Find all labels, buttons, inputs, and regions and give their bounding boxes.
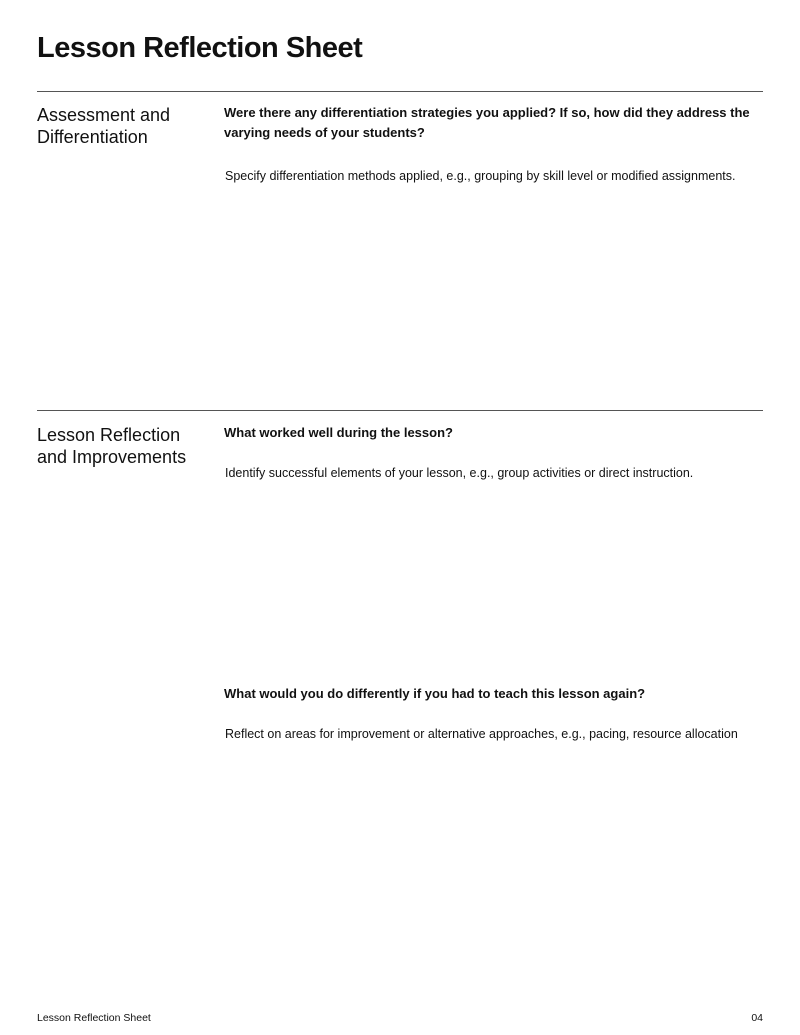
answer-hint-what-worked-well: Identify successful elements of your lesson, e.g., group activities or direct instruction. bbox=[225, 466, 694, 480]
page-title: Lesson Reflection Sheet bbox=[37, 32, 363, 64]
answer-hint-differentiation: Specify differentiation methods applied, e.g., grouping by skill level or modified assignments. bbox=[225, 169, 736, 183]
footer-page-number: 04 bbox=[751, 1012, 763, 1024]
question-differentiation-strategies: Were there any differentiation strategies you applied? If so, how did they address the varying needs of your students? bbox=[224, 105, 750, 140]
section-divider bbox=[37, 91, 763, 92]
answer-hint-do-differently: Reflect on areas for improvement or alternative approaches, e.g., pacing, resource allocation bbox=[225, 727, 738, 741]
question-do-differently: What would you do differently if you had to teach this lesson again? bbox=[224, 686, 646, 701]
question-what-worked-well: What worked well during the lesson? bbox=[224, 425, 453, 440]
section-heading-reflection-improvements: Lesson Reflection and Improvements bbox=[37, 425, 187, 467]
footer-document-label: Lesson Reflection Sheet bbox=[37, 1012, 151, 1024]
section-divider bbox=[37, 410, 763, 411]
section-heading-assessment-differentiation: Assessment and Differentiation bbox=[37, 105, 171, 147]
